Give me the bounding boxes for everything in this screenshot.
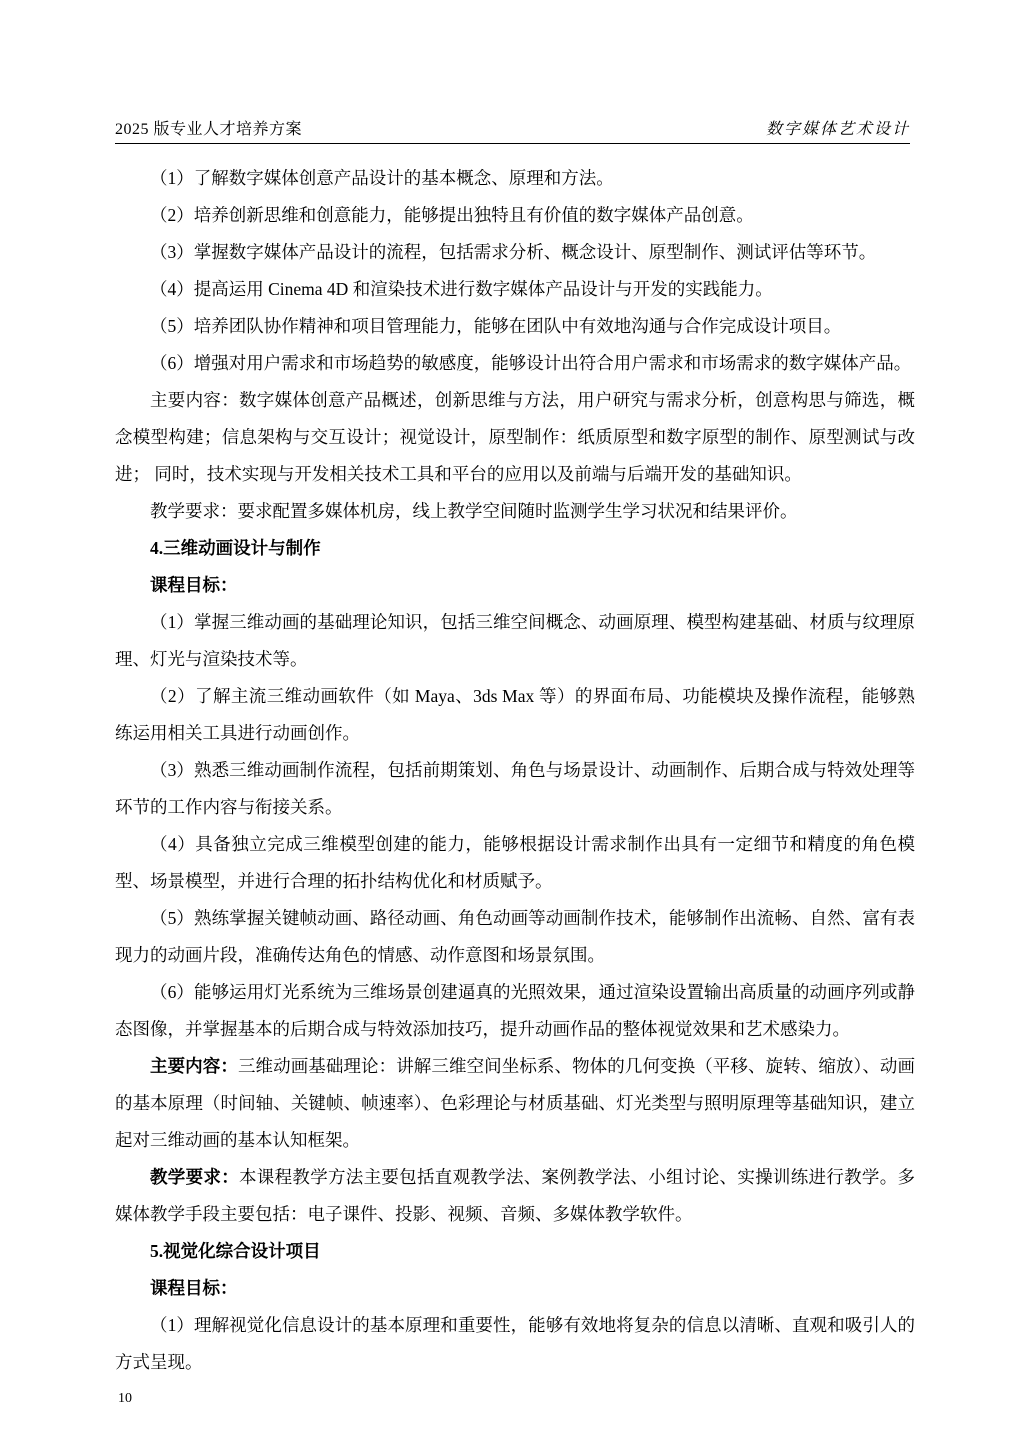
page-header	[115, 116, 910, 139]
header-left-title: 2025 版专业人才培养方案	[115, 121, 303, 138]
course-goal-title-5: 课程目标：	[150, 1278, 238, 1298]
course-goal-item: （1）掌握三维动画的基础理论知识，包括三维空间概念、动画原理、模型构建基础、材质与纹理原理、灯光与渲染技术等。	[115, 612, 915, 669]
page-number: 10	[118, 1391, 132, 1406]
objective-item: （5）培养团队协作精神和项目管理能力，能够在团队中有效地沟通与合作完成设计项目。	[150, 316, 842, 336]
course-goal-item: （4）具备独立完成三维模型创建的能力，能够根据设计需求制作出具有一定细节和精度的角色模型、场景模型，并进行合理的拓扑结构优化和材质赋予。	[115, 834, 915, 891]
objective-item: （1）了解数字媒体创意产品设计的基本概念、原理和方法。	[150, 168, 614, 188]
course-goal-title-4: 课程目标：	[150, 575, 238, 595]
teaching-requirement-label: 教学要求：	[150, 501, 238, 521]
section-title-4: 4.三维动画设计与制作	[150, 538, 321, 558]
teaching-requirement-text: 本课程教学方法主要包括直观教学法、案例教学法、小组讨论、实操训练进行教学。多媒体教学手段主要包括：电子课件、投影、视频、音频、多媒体教学软件。	[115, 1167, 916, 1224]
teaching-requirement-label: 教学要求：	[150, 1167, 239, 1187]
main-content-paragraph-3	[115, 382, 915, 493]
main-content-text: 数字媒体创意产品概述，创新思维与方法，用户研究与需求分析，创意构思与筛选，概念模型构建；信息架构与交互设计；视觉设计，原型制作：纸质原型和数字原型的制作、原型测试与改进； 同时，技术实现与开发相关技术工具和平台的应用以及前端与后端开发的基础知识。	[115, 390, 916, 484]
course-goal-item: （2）了解主流三维动画软件（如 Maya、3ds Max 等）的界面布局、功能模块及操作流程，能够熟练运用相关工具进行动画创作。	[115, 686, 915, 743]
main-content-text: 三维动画基础理论：讲解三维空间坐标系、物体的几何变换（平移、旋转、缩放）、动画的基本原理（时间轴、关键帧、帧速率）、色彩理论与材质基础、灯光类型与照明原理等基础知识，建立起对三维动画的基本认知框架。	[115, 1056, 915, 1150]
section-title-5: 5.视觉化综合设计项目	[150, 1241, 321, 1261]
course-goal-item: （5）熟练掌握关键帧动画、路径动画、角色动画等动画制作技术，能够制作出流畅、自然、富有表现力的动画片段，准确传达角色的情感、动作意图和场景氛围。	[115, 908, 915, 965]
course-goal-item: （1）理解视觉化信息设计的基本原理和重要性，能够有效地将复杂的信息以清晰、直观和吸引人的方式呈现。	[115, 1315, 915, 1372]
teaching-requirement-text: 要求配置多媒体机房，线上教学空间随时监测学生学习状况和结果评价。	[237, 501, 798, 521]
objective-item: （4）提高运用 Cinema 4D 和渲染技术进行数字媒体产品设计与开发的实践能力。	[150, 279, 773, 299]
header-right-title: 数字媒体艺术设计	[765, 121, 910, 138]
document-body	[115, 160, 915, 1381]
teaching-requirement-paragraph-4	[115, 1159, 915, 1233]
objective-item: （2）培养创新思维和创意能力，能够提出独特且有价值的数字媒体产品创意。	[150, 205, 754, 225]
main-content-paragraph-4	[115, 1048, 915, 1159]
course-goal-item: （3）熟悉三维动画制作流程，包括前期策划、角色与场景设计、动画制作、后期合成与特效处理等环节的工作内容与衔接关系。	[115, 760, 915, 817]
course-goal-item: （6）能够运用灯光系统为三维场景创建逼真的光照效果，通过渲染设置输出高质量的动画序列或静态图像，并掌握基本的后期合成与特效添加技巧，提升动画作品的整体视觉效果和艺术感染力。	[115, 982, 915, 1039]
header-divider	[115, 143, 910, 144]
main-content-label: 主要内容：	[150, 390, 239, 410]
objective-item: （3）掌握数字媒体产品设计的流程，包括需求分析、概念设计、原型制作、测试评估等环节。	[150, 242, 877, 262]
teaching-requirement-paragraph-3	[115, 493, 915, 530]
main-content-label: 主要内容：	[150, 1056, 238, 1076]
objective-item: （6）增强对用户需求和市场趋势的敏感度，能够设计出符合用户需求和市场需求的数字媒体产品。	[150, 353, 912, 373]
